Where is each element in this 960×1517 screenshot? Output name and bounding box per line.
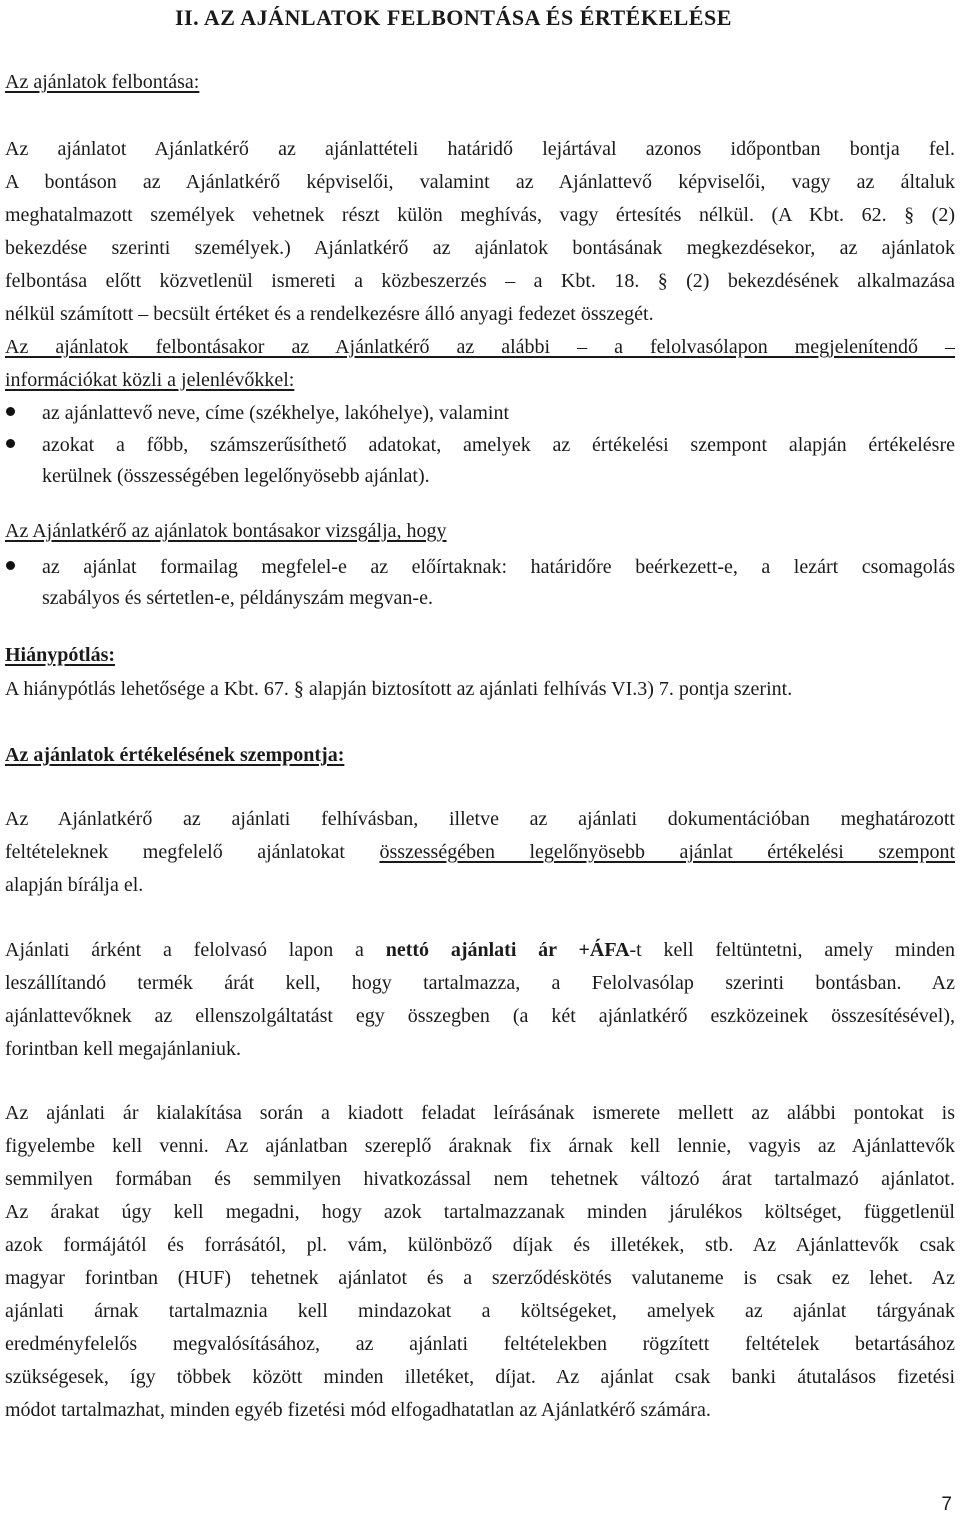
eval-p3-line-9: szükségesek, így többek között minden illetéket, díjat. Az ajánlat csak banki átutalásos fizetési [5,1366,955,1388]
eval-p3-line-6: magyar forintban (HUF) tehetnek ajánlatot és a szerződéskötés valutaneme is csak ez lehet. Az [5,1267,955,1289]
eval-p3-line-8: eredményfelelős megvalósításához, az ajánlati feltételekben rögzített feltételek betartásához [5,1333,955,1355]
eval-p1-line-3: alapján bírálja el. [5,874,144,896]
eval-p3-line-5: azok formájától és forrásától, pl. vám, különböző díjak és illetékek, stb. Az Ajánlattevők csak [5,1234,955,1256]
check-bullet-line-1: az ajánlat formailag megfelel-e az előírtaknak: határidőre beérkezett-e, a lezárt csomagolás [42,556,955,578]
eval-p3-line-1: Az ajánlati ár kialakítása során a kiadott feladat leírásának ismerete mellett az alábbi pontokat is [5,1102,955,1124]
opening-line-2: A bontáson az Ajánlatkérő képviselői, valamint az Ajánlattevő képviselői, vagy az általuk [5,171,955,193]
chapter-heading: II. AZ AJÁNLATOK FELBONTÁSA ÉS ÉRTÉKELÉSE [175,5,732,30]
eval-p1-line-1: Az Ajánlatkérő az ajánlati felhívásban, illetve az ajánlati dokumentációban meghatározott [5,808,955,830]
info-intro-line-1: Az ajánlatok felbontásakor az Ajánlatkérő az alábbi – a felolvasólapon megjelenítendő – [5,336,955,358]
eval-p3-line-10: módot tartalmazhat, minden egyéb fizetési mód elfogadhatatlan az Ajánlatkérő számára. [5,1399,711,1421]
check-bullet-line-2: szabályos és sértetlen-e, példányszám megvan-e. [42,587,433,609]
eval-p2-line-2: leszállítandó termék árát kell, hogy tartalmazza, a Felolvasólap szerinti bontásban. Az [5,972,955,994]
eval-p1-line-2 [5,840,955,864]
eval-p1-line-2-text: feltételeknek megfelelő ajánlatokat [5,841,380,863]
deficiency-title: Hiánypótlás: [5,644,116,666]
eval-p2-line-1 [5,938,955,962]
eval-criterion-underlined: összességében legelőnyösebb ajánlat értékelési szempont [379,841,956,863]
eval-p3-line-4: Az árakat úgy kell megadni, hogy azok tartalmazzanak minden járulékos költséget, függetlenül [5,1201,955,1223]
eval-p2-line-1-tail: -t kell feltüntetni, amely minden [629,939,955,961]
info-bullet-2-line-2: kerülnek (összességében legelőnyösebb ajánlat). [42,465,430,487]
evaluation-title: Az ajánlatok értékelésének szempontja: [5,744,345,766]
net-price-bold: nettó ajánlati ár +ÁFA [385,939,630,961]
eval-p2-line-4: forintban kell megajánlaniuk. [5,1038,242,1060]
check-title: Az Ajánlatkérő az ajánlatok bontásakor vizsgálja, hogy [5,520,447,542]
eval-p2-line-3: ajánlattevőknek az ellenszolgáltatást egy összegben (a két ajánlatkérő eszközeinek összesítésével), [5,1005,955,1027]
opening-line-6: nélkül számított – becsült értéket és a rendelkezésre álló anyagi fedezet összegét. [5,303,654,325]
deficiency-text: A hiánypótlás lehetősége a Kbt. 67. § alapján biztosított az ajánlati felhívás VI.3) 7. pontja szerint. [5,678,793,700]
bullet-icon [6,439,15,448]
eval-p3-line-7: ajánlati árnak tartalmaznia kell mindazokat a költségeket, amelyek az ajánlat tárgyának [5,1300,955,1322]
eval-p3-line-3: semmilyen formában és semmilyen hivatkozással nem tehetnek változó árat tartalmazó ajánlatot. [5,1168,955,1190]
eval-p3-line-2: figyelembe kell venni. Az ajánlatban szereplő áraknak fix árnak kell lennie, vagyis az Ajánlattevők [5,1135,955,1157]
info-intro-line-2: információkat közli a jelenlévőkkel: [5,369,295,391]
opening-line-5: felbontása előtt közvetlenül ismereti a közbeszerzés – a Kbt. 18. § (2) bekezdésének alkalmazása [5,270,955,292]
bullet-icon [6,561,15,570]
section-title-opening: Az ajánlatok felbontása: [5,71,200,93]
opening-line-1: Az ajánlatot Ajánlatkérő az ajánlattételi határidő lejártával azonos időpontban bontja fel. [5,138,955,160]
info-bullet-2-line-1: azokat a főbb, számszerűsíthető adatokat, amelyek az értékelési szempont alapján értékelésre [42,434,955,456]
opening-line-4: bekezdése szerinti személyek.) Ajánlatkérő az ajánlatok bontásának megkezdésekor, az ajánlatok [5,237,955,259]
info-bullet-1: az ajánlattevő neve, címe (székhelye, lakóhelye), valamint [42,402,510,424]
eval-p2-line-1-text: Ajánlati árként a felolvasó lapon a [5,939,386,961]
opening-line-3: meghatalmazott személyek vehetnek részt külön meghívás, vagy értesítés nélkül. (A Kbt. 62. § (2) [5,204,955,226]
bullet-icon [6,407,15,416]
page-number: 7 [941,1494,952,1515]
